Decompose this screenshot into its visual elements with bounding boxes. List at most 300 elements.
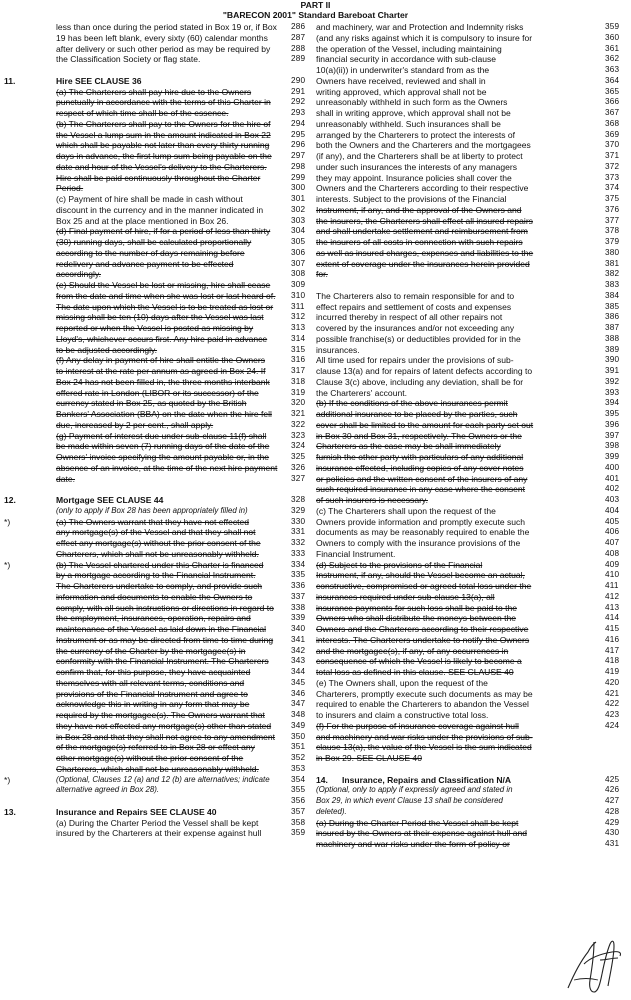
line-number: 287 (291, 32, 306, 42)
text-line (4, 280, 304, 291)
text-line (4, 97, 304, 108)
line-text: the insurers of all costs in connection with such repairs (316, 237, 523, 247)
line-number: 379 (605, 237, 620, 246)
text-line (316, 398, 629, 409)
line-text: maintenance of the Vessel as laid down in the Financial (56, 624, 267, 634)
line-number: 353 (291, 763, 306, 773)
text-line (316, 624, 629, 635)
line-text: Period. (56, 183, 84, 194)
text-line (4, 302, 304, 313)
text-line (4, 678, 304, 689)
line-text: (f) For the purpose of insurance coverage against hull (316, 720, 519, 731)
line-text: the Vessel a lump sum in the amount indicated in Box 22 (56, 129, 271, 140)
text-line (4, 527, 304, 538)
line-text: total loss as defined in this clause. SEE CLAUSE 40 (316, 667, 514, 677)
text-line (4, 183, 304, 194)
line-number: 423 (605, 710, 620, 719)
line-text: All time used for repairs under the provisions of sub- (316, 355, 514, 366)
line-text: which shall be payable not later than every thirty running (56, 140, 270, 151)
text-line (316, 592, 629, 603)
text-line (316, 710, 629, 721)
text-line (4, 22, 304, 33)
line-text: acknowledge this in writing in any form that may be (56, 699, 250, 710)
text-line (4, 828, 304, 839)
text-line (316, 560, 629, 571)
text-line (4, 689, 304, 700)
text-line (4, 474, 304, 485)
line-number: 401 (605, 473, 620, 483)
line-text: discount in the currency and in the manner indicated in (56, 204, 264, 215)
text-line (4, 613, 304, 624)
line-text: from the date and time when she was lost or last heard of. (56, 290, 276, 301)
line-number: 299 (291, 172, 306, 182)
line-number: 307 (291, 258, 306, 268)
line-number: 361 (605, 43, 620, 53)
line-text: the operation of the Vessel, including maintaining (316, 43, 502, 54)
line-text: such required insurance in any case where the consent (316, 484, 526, 495)
text-line (316, 323, 629, 334)
line-number: 411 (605, 581, 619, 590)
line-number: 380 (605, 247, 620, 257)
line-number: 341 (291, 634, 306, 644)
text-line (4, 785, 304, 796)
text-line (316, 345, 629, 356)
line-number: 365 (605, 86, 620, 96)
line-text: (a) During the Charter Period the Vessel shall be kept (316, 817, 519, 828)
line-text: (e) Should the Vessel be lost or missing, hire shall cease (56, 280, 271, 290)
line-text: missing shall be ten (10) days after the Vessel was last (56, 312, 264, 323)
line-number: 325 (291, 452, 306, 461)
text-line (4, 388, 304, 399)
line-text: due, increased by 2 per cent., shall apply. (56, 419, 214, 430)
text-line (4, 248, 304, 259)
text-line (316, 162, 629, 173)
line-number: 290 (291, 75, 306, 85)
line-number: 369 (605, 129, 620, 139)
line-text: as well as insured charges, expenses and liabilities to the (316, 247, 534, 258)
line-number: 391 (605, 366, 620, 375)
line-text: alternative agreed in Box 28). (56, 785, 160, 795)
text-line (316, 248, 629, 259)
line-text: insurance effected, including copies of any cover notes (316, 462, 524, 473)
line-number: 403 (605, 495, 620, 504)
line-number: 387 (605, 323, 620, 332)
text-line (4, 398, 304, 409)
text-line (4, 764, 304, 775)
line-text: (c) Payment of hire shall be made in cash without (56, 194, 243, 204)
line-text: (c) The Charterers shall upon the request of the (316, 505, 496, 516)
line-number: 364 (605, 75, 620, 85)
line-text: 10(a)(ii)) in underwriter's standard from as the (316, 65, 490, 75)
text-line (316, 721, 629, 732)
text-line (316, 97, 629, 108)
text-line (316, 646, 629, 657)
text-line (316, 732, 629, 743)
line-number: 315 (291, 344, 306, 354)
text-line (316, 76, 629, 87)
line-number: 324 (291, 441, 306, 451)
line-text: punctually in accordance with the terms of this Charter in (56, 97, 271, 108)
text-line (316, 280, 629, 291)
line-text: (a) The Owners warrant that they have not effected (56, 516, 250, 527)
line-text: effect any mortgage(s) without the prior consent of the (56, 538, 261, 548)
line-number: 327 (291, 473, 306, 483)
text-line (316, 420, 629, 431)
text-line (316, 65, 629, 76)
line-number: 376 (605, 204, 620, 214)
line-number: 302 (291, 204, 306, 214)
text-line (4, 721, 304, 732)
line-text: cover shall be limited to the amount for each party set out (316, 419, 534, 430)
line-number: 378 (605, 226, 620, 236)
text-line (4, 560, 304, 571)
text-line (316, 226, 629, 237)
line-text: Charterers, promptly execute such documents as may be (316, 688, 533, 699)
line-text: to insurers and claim a constructive total loss. (316, 710, 489, 720)
text-line (316, 302, 629, 313)
line-number: 321 (291, 409, 306, 418)
line-text: Instrument or as may be directed from time to time during (56, 634, 274, 645)
line-text: absence of an invoice, at the time of the next hire payment (56, 462, 278, 473)
text-line (4, 119, 304, 130)
line-text: Insurance and Repairs SEE CLAUSE 40 (56, 806, 217, 817)
text-line (316, 667, 629, 678)
line-text: possible franchise(s) or deductibles provided for in the (316, 333, 521, 344)
clause-marker: 13. (4, 806, 16, 817)
text-line (4, 431, 304, 442)
text-line (316, 839, 629, 850)
text-line (316, 151, 629, 162)
line-text: in Box 28 and that they shall not agree to any amendment (56, 731, 276, 742)
line-text: Owners to comply with the insurance provisions of the (316, 538, 521, 548)
line-number: 357 (291, 806, 306, 816)
line-number: 336 (291, 581, 306, 590)
line-number: 358 (291, 817, 306, 827)
line-number: 294 (291, 118, 306, 128)
text-line (316, 549, 629, 560)
part-label: PART II (300, 0, 331, 10)
line-text: Financial Instrument. (316, 548, 396, 559)
line-number: 317 (291, 366, 306, 375)
line-text: they may appoint. Insurance policies shall cover the (316, 172, 512, 183)
line-number: 332 (291, 538, 306, 547)
line-number: 339 (291, 613, 306, 623)
line-text: insurance payments for such loss shall be paid to the (316, 602, 517, 613)
line-text: unreasonably withheld. Such insurances shall be (316, 118, 501, 129)
text-line (316, 742, 629, 753)
text-line (316, 183, 629, 194)
line-number: 385 (605, 301, 620, 311)
line-number: 286 (291, 22, 306, 31)
line-text: (30) running days, shall be calculated proportionally (56, 237, 252, 247)
line-text: writing approved, which approval shall not be (316, 86, 487, 97)
line-text: or policies and the written consent of the insurers of any (316, 473, 528, 484)
line-number: 350 (291, 731, 306, 741)
line-number: 349 (291, 720, 306, 730)
line-number: 348 (291, 710, 306, 719)
text-line (316, 796, 629, 807)
text-line (316, 388, 629, 399)
text-line (316, 828, 629, 839)
line-text: The Charterers also to remain responsible for and to (316, 290, 515, 301)
text-line (4, 775, 304, 786)
text-line (4, 570, 304, 581)
text-line (4, 635, 304, 646)
line-text: Instrument, if any, and the approval of the Owners and (316, 204, 522, 215)
line-text: (d) Final payment of hire, if for a period of less than thirty (56, 226, 271, 237)
line-number: 384 (605, 290, 620, 300)
line-number: 320 (291, 398, 306, 408)
clause-marker: 11. (4, 75, 16, 86)
text-line (316, 269, 629, 280)
line-text: insured by the Charterers at their expense against hull (56, 828, 262, 839)
line-number: 355 (291, 785, 306, 795)
text-line (316, 527, 629, 538)
text-line (4, 205, 304, 216)
line-text: Charterers as the case may be shall immediately (316, 441, 501, 452)
line-text: Owners who shall distribute the moneys between the (316, 613, 517, 624)
text-line (4, 334, 304, 345)
text-line (316, 173, 629, 184)
clause-marker: *) (4, 516, 11, 527)
line-number: 367 (605, 108, 620, 117)
line-number: 372 (605, 161, 620, 171)
line-text: Owners and the Charterers according to their respective (316, 624, 529, 634)
line-text: days in advance, the first lump sum being payable on the (56, 151, 272, 161)
text-line (316, 775, 629, 786)
text-line (4, 323, 304, 334)
line-number: 426 (605, 785, 620, 795)
line-text: comply, with all such instructions or directions in regard to (56, 602, 274, 613)
text-line (316, 409, 629, 420)
line-text: (Optional, Clauses 12 (a) and 12 (b) are alternatives; indicate (56, 774, 270, 784)
line-text: to interest at the rate per annum as agreed in Box 24. If (56, 366, 266, 376)
text-line (4, 506, 304, 517)
line-text: required to enable the Charterers to abandon the Vessel (316, 699, 529, 710)
line-number: 395 (605, 409, 620, 418)
line-text: in Box 29. SEE CLAUSE 40 (316, 753, 422, 763)
line-number: 431 (605, 839, 620, 848)
line-number: 408 (605, 548, 620, 558)
line-text: Hire shall be paid continuously throughout the Charter (56, 172, 261, 183)
line-text: (b) The Charterers shall pay to the Owners for the hire of (56, 118, 271, 129)
line-number: 382 (605, 269, 620, 279)
line-text: by a mortgage according to the Financial Instrument. (56, 570, 256, 581)
line-text: effect repairs and settlement of costs and expenses (316, 301, 512, 312)
line-number: 420 (605, 677, 620, 687)
text-line (4, 624, 304, 635)
line-number: 424 (605, 720, 620, 730)
line-number: 390 (605, 355, 620, 365)
line-text: under such insurances the interests of any managers (316, 161, 517, 172)
line-text: (and any risks against which it is compulsory to insure for (316, 32, 533, 43)
text-line (4, 65, 304, 76)
line-number: 419 (605, 667, 620, 676)
text-line (316, 474, 629, 485)
text-line (316, 656, 629, 667)
text-line (4, 237, 304, 248)
line-text: required by the mortgagee(s). The Owners warrant that (56, 710, 265, 720)
text-line (316, 33, 629, 44)
line-text: currency stated in Box 25, as quoted by the British (56, 398, 247, 409)
line-text: (a) During the Charter Period the Vessel shall be kept (56, 817, 259, 828)
text-line (316, 441, 629, 452)
line-number: 342 (291, 645, 306, 655)
line-number: 427 (605, 796, 620, 805)
line-number: 313 (291, 323, 306, 332)
line-text: date. (56, 473, 76, 484)
text-line (316, 130, 629, 141)
line-text: reported or when the Vessel is posted as missing by (56, 323, 254, 333)
line-text: the Classification Society or flag state. (56, 54, 201, 65)
text-line (4, 151, 304, 162)
line-text: insured by the Owners at their expense against hull and (316, 828, 527, 839)
line-number: 354 (291, 774, 306, 784)
line-number: 373 (605, 172, 620, 182)
text-line (4, 130, 304, 141)
text-line (316, 205, 629, 216)
line-text: to be adjusted accordingly. (56, 344, 158, 355)
line-text: Owners' invoice specifying the amount payable or, in the (56, 452, 270, 462)
line-number: 344 (291, 667, 306, 676)
line-number: 375 (605, 194, 620, 203)
line-text: and the mortgagee(s), if any, of any occurrences in (316, 645, 509, 656)
text-line (316, 54, 629, 65)
line-number: 326 (291, 462, 306, 472)
line-text: and machinery and war risks under the provisions of sub- (316, 731, 533, 742)
text-line (4, 656, 304, 667)
text-line (316, 119, 629, 130)
line-number: 425 (605, 774, 620, 784)
line-number: 338 (291, 602, 306, 612)
line-text: in Box 30 and Box 31, respectively. The Owners or the (316, 430, 522, 441)
text-line (316, 44, 629, 55)
line-number: 340 (291, 624, 306, 633)
line-text: (Optional, only to apply if expressly agreed and stated in (316, 785, 513, 795)
line-text: interests. Subject to the provisions of the Financial (316, 194, 507, 204)
text-line (4, 226, 304, 237)
text-line (4, 646, 304, 657)
clause-marker: *) (4, 774, 11, 785)
line-number: 398 (605, 441, 620, 451)
line-text: financial security in accordance with sub-clause (316, 54, 497, 65)
line-number: 405 (605, 516, 620, 526)
line-number: 359 (605, 22, 620, 31)
line-number: 291 (291, 86, 306, 96)
line-text: Lloyd's, whichever occurs first. Any hire paid in advance (56, 333, 268, 344)
text-line (4, 216, 304, 227)
text-line (316, 678, 629, 689)
text-line (316, 807, 629, 818)
line-text: and machinery, war and Protection and Indemnity risks (316, 22, 524, 32)
line-number: 356 (291, 796, 306, 805)
line-text: Charterers, which shall not be unreasonably withheld. (56, 548, 259, 559)
line-number: 300 (291, 183, 306, 193)
text-line (316, 216, 629, 227)
text-line (4, 173, 304, 184)
line-number: 392 (605, 376, 620, 386)
text-line (4, 603, 304, 614)
line-text: date and hour of the Vessel's delivery to the Charterers. (56, 161, 267, 172)
line-number: 345 (291, 677, 306, 687)
text-line (4, 409, 304, 420)
line-text: furnish the other party with particulars of any additional (316, 452, 524, 462)
line-text: and shall undertake settlement and reimbursement from (316, 226, 528, 237)
line-number: 308 (291, 269, 306, 279)
line-number: 418 (605, 656, 620, 666)
line-text: The Charterers undertake to comply, and provide such (56, 581, 263, 591)
line-text: (g) Payment of interest due under sub-clause 11(f) shall (56, 430, 267, 441)
line-number: 305 (291, 237, 306, 246)
line-number: 410 (605, 570, 620, 580)
line-text: Box 29, in which event Clause 13 shall be considered (316, 796, 503, 805)
line-number: 316 (291, 355, 306, 365)
text-line (4, 441, 304, 452)
line-number: 331 (291, 527, 306, 537)
line-number: 334 (291, 559, 306, 569)
line-text: Mortgage SEE CLAUSE 44 (56, 495, 164, 505)
text-line (4, 54, 304, 65)
text-line (4, 807, 304, 818)
line-number: 292 (291, 97, 306, 107)
line-number: 381 (605, 258, 620, 268)
left-column (4, 22, 304, 839)
line-number: 309 (291, 280, 306, 289)
line-number: 370 (605, 140, 620, 150)
line-number: 328 (291, 495, 306, 504)
text-line (4, 366, 304, 377)
line-text: clause 13(a) and for repairs of latent defects according to (316, 366, 533, 376)
line-number: 430 (605, 828, 620, 838)
line-text: Instrument, if any, should the Vessel become an actual, (316, 570, 525, 581)
line-number: 388 (605, 333, 620, 343)
signature-mark (560, 934, 626, 996)
line-number: 301 (291, 194, 306, 203)
text-line (4, 710, 304, 721)
text-line (4, 818, 304, 829)
text-line (316, 259, 629, 270)
line-text: Charterers, which shall not be unreasonably withheld. (56, 763, 259, 774)
line-number: 359 (291, 828, 306, 838)
line-number: 399 (605, 452, 620, 461)
line-number: 406 (605, 527, 620, 537)
line-text: arranged by the Charterers to protect the interests of (316, 129, 516, 140)
line-number: 371 (605, 151, 620, 160)
line-text: offered rate in London (LIBOR or its successor) of the (56, 387, 259, 398)
text-line (316, 463, 629, 474)
text-line (4, 162, 304, 173)
line-text: the insurers, the Charterers shall effect all insured repairs (316, 215, 533, 226)
line-text: (if any), and the Charterers shall be at liberty to protect (316, 151, 523, 161)
text-line (4, 377, 304, 388)
line-text: constructive, compromised or agreed total loss under the (316, 581, 532, 591)
line-number: 368 (605, 118, 620, 128)
line-number: 319 (291, 387, 306, 397)
text-line (316, 377, 629, 388)
line-number: 400 (605, 462, 620, 472)
line-number: 330 (291, 516, 306, 526)
text-line (316, 22, 629, 33)
line-text: Owners have received, reviewed and shall in (316, 75, 486, 86)
text-line (316, 635, 629, 646)
line-text: other mortgage(s) without the prior consent of the (56, 753, 244, 763)
text-line (316, 689, 629, 700)
line-text: additional insurance to be placed by the parties, such (316, 409, 518, 419)
line-number: 303 (291, 215, 306, 225)
text-line (4, 33, 304, 44)
line-text: Owners and the Charterers according to their respective (316, 183, 529, 194)
text-line (316, 517, 629, 528)
